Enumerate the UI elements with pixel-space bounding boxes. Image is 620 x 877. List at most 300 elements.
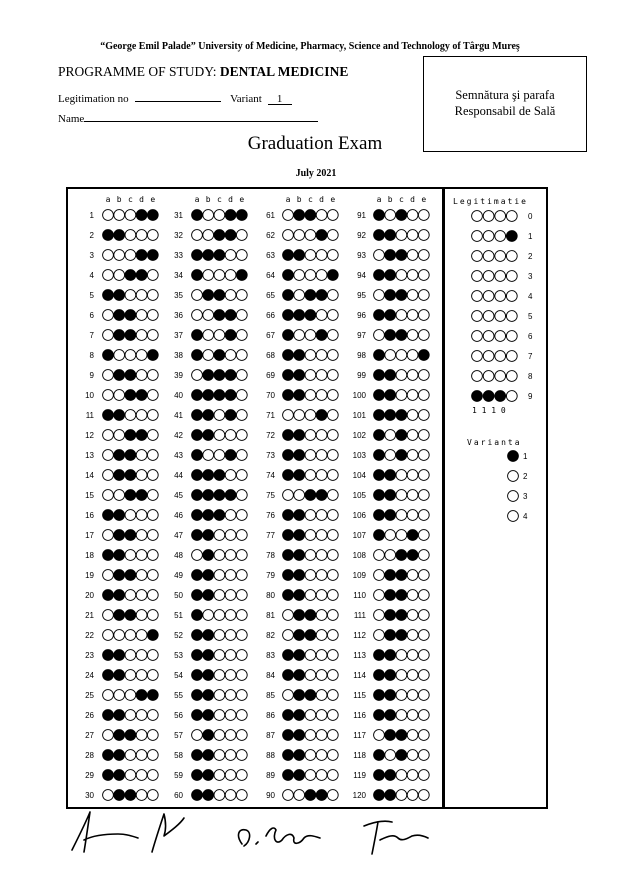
answer-bubble[interactable] [305, 590, 316, 601]
answer-bubble[interactable] [214, 430, 225, 441]
answer-bubble[interactable] [147, 670, 158, 681]
answer-bubble[interactable] [192, 370, 203, 381]
answer-bubble[interactable] [305, 230, 316, 241]
answer-bubble[interactable] [136, 330, 147, 341]
answer-bubble[interactable] [214, 650, 225, 661]
answer-bubble[interactable] [283, 610, 294, 621]
answer-bubble[interactable] [316, 470, 327, 481]
answer-bubble[interactable] [327, 650, 338, 661]
answer-bubble[interactable] [316, 670, 327, 681]
answer-bubble[interactable] [136, 710, 147, 721]
answer-bubble[interactable] [327, 710, 338, 721]
answer-bubble[interactable] [374, 590, 385, 601]
answer-bubble[interactable] [327, 670, 338, 681]
answer-bubble[interactable] [125, 590, 136, 601]
answer-bubble[interactable] [327, 450, 338, 461]
answer-bubble[interactable] [396, 390, 407, 401]
answer-bubble[interactable] [374, 270, 385, 281]
answer-bubble[interactable] [316, 430, 327, 441]
answer-bubble[interactable] [103, 710, 114, 721]
answer-bubble[interactable] [114, 310, 125, 321]
answer-bubble[interactable] [294, 310, 305, 321]
answer-bubble[interactable] [236, 570, 247, 581]
answer-bubble[interactable] [125, 670, 136, 681]
answer-bubble[interactable] [374, 770, 385, 781]
answer-bubble[interactable] [136, 690, 147, 701]
answer-bubble[interactable] [294, 270, 305, 281]
answer-bubble[interactable] [125, 270, 136, 281]
answer-bubble[interactable] [203, 390, 214, 401]
answer-bubble[interactable] [125, 690, 136, 701]
answer-bubble[interactable] [374, 370, 385, 381]
answer-bubble[interactable] [192, 450, 203, 461]
answer-bubble[interactable] [294, 730, 305, 741]
answer-bubble[interactable] [225, 710, 236, 721]
answer-bubble[interactable] [136, 630, 147, 641]
answer-bubble[interactable] [203, 310, 214, 321]
answer-bubble[interactable] [214, 670, 225, 681]
answer-bubble[interactable] [203, 670, 214, 681]
answer-bubble[interactable] [236, 750, 247, 761]
answer-bubble[interactable] [103, 770, 114, 781]
answer-bubble[interactable] [236, 590, 247, 601]
answer-bubble[interactable] [192, 390, 203, 401]
answer-bubble[interactable] [203, 370, 214, 381]
legitimatie-bubble[interactable] [472, 311, 483, 322]
answer-bubble[interactable] [125, 650, 136, 661]
answer-bubble[interactable] [114, 470, 125, 481]
answer-bubble[interactable] [407, 450, 418, 461]
answer-bubble[interactable] [385, 490, 396, 501]
answer-bubble[interactable] [136, 790, 147, 801]
answer-bubble[interactable] [327, 750, 338, 761]
answer-bubble[interactable] [396, 710, 407, 721]
legitimatie-bubble[interactable] [506, 271, 517, 282]
answer-bubble[interactable] [374, 470, 385, 481]
answer-bubble[interactable] [327, 470, 338, 481]
answer-bubble[interactable] [305, 350, 316, 361]
answer-bubble[interactable] [385, 470, 396, 481]
answer-bubble[interactable] [147, 230, 158, 241]
answer-bubble[interactable] [147, 270, 158, 281]
answer-bubble[interactable] [147, 490, 158, 501]
answer-bubble[interactable] [103, 330, 114, 341]
answer-bubble[interactable] [374, 630, 385, 641]
answer-bubble[interactable] [192, 610, 203, 621]
answer-bubble[interactable] [214, 730, 225, 741]
answer-bubble[interactable] [407, 710, 418, 721]
answer-bubble[interactable] [316, 450, 327, 461]
answer-bubble[interactable] [136, 550, 147, 561]
answer-bubble[interactable] [103, 670, 114, 681]
answer-bubble[interactable] [147, 710, 158, 721]
answer-bubble[interactable] [103, 610, 114, 621]
answer-bubble[interactable] [407, 430, 418, 441]
answer-bubble[interactable] [192, 310, 203, 321]
answer-bubble[interactable] [418, 230, 429, 241]
answer-bubble[interactable] [305, 210, 316, 221]
answer-bubble[interactable] [407, 290, 418, 301]
answer-bubble[interactable] [283, 570, 294, 581]
answer-bubble[interactable] [374, 430, 385, 441]
answer-bubble[interactable] [236, 310, 247, 321]
answer-bubble[interactable] [407, 250, 418, 261]
answer-bubble[interactable] [305, 730, 316, 741]
answer-bubble[interactable] [214, 510, 225, 521]
answer-bubble[interactable] [316, 310, 327, 321]
answer-bubble[interactable] [283, 670, 294, 681]
answer-bubble[interactable] [203, 530, 214, 541]
legitimatie-bubble[interactable] [472, 351, 483, 362]
answer-bubble[interactable] [103, 790, 114, 801]
answer-bubble[interactable] [374, 210, 385, 221]
answer-bubble[interactable] [114, 550, 125, 561]
answer-bubble[interactable] [396, 370, 407, 381]
answer-bubble[interactable] [114, 650, 125, 661]
answer-bubble[interactable] [374, 670, 385, 681]
answer-bubble[interactable] [225, 610, 236, 621]
answer-bubble[interactable] [125, 430, 136, 441]
answer-bubble[interactable] [147, 430, 158, 441]
answer-bubble[interactable] [305, 370, 316, 381]
legitimatie-bubble[interactable] [483, 251, 494, 262]
answer-bubble[interactable] [214, 410, 225, 421]
answer-bubble[interactable] [316, 510, 327, 521]
answer-bubble[interactable] [283, 490, 294, 501]
answer-bubble[interactable] [385, 550, 396, 561]
legitimatie-bubble[interactable] [506, 211, 517, 222]
answer-bubble[interactable] [136, 270, 147, 281]
answer-bubble[interactable] [103, 430, 114, 441]
answer-bubble[interactable] [418, 690, 429, 701]
legitimatie-bubble[interactable] [506, 251, 517, 262]
answer-bubble[interactable] [294, 550, 305, 561]
answer-bubble[interactable] [136, 650, 147, 661]
legitimatie-bubble[interactable] [472, 211, 483, 222]
answer-bubble[interactable] [316, 270, 327, 281]
answer-bubble[interactable] [316, 210, 327, 221]
answer-bubble[interactable] [136, 370, 147, 381]
answer-bubble[interactable] [114, 250, 125, 261]
answer-bubble[interactable] [305, 250, 316, 261]
answer-bubble[interactable] [214, 710, 225, 721]
answer-bubble[interactable] [203, 570, 214, 581]
answer-bubble[interactable] [114, 530, 125, 541]
answer-bubble[interactable] [294, 710, 305, 721]
answer-bubble[interactable] [305, 430, 316, 441]
answer-bubble[interactable] [294, 650, 305, 661]
answer-bubble[interactable] [385, 270, 396, 281]
answer-bubble[interactable] [125, 310, 136, 321]
answer-bubble[interactable] [203, 610, 214, 621]
answer-bubble[interactable] [407, 270, 418, 281]
answer-bubble[interactable] [385, 330, 396, 341]
answer-bubble[interactable] [225, 270, 236, 281]
answer-bubble[interactable] [203, 430, 214, 441]
legitimatie-bubble[interactable] [483, 351, 494, 362]
answer-bubble[interactable] [192, 690, 203, 701]
answer-bubble[interactable] [125, 450, 136, 461]
answer-bubble[interactable] [147, 650, 158, 661]
answer-bubble[interactable] [203, 250, 214, 261]
answer-bubble[interactable] [283, 730, 294, 741]
legitimatie-bubble[interactable] [483, 311, 494, 322]
answer-bubble[interactable] [236, 670, 247, 681]
answer-bubble[interactable] [214, 590, 225, 601]
answer-bubble[interactable] [374, 510, 385, 521]
answer-bubble[interactable] [225, 310, 236, 321]
answer-bubble[interactable] [294, 690, 305, 701]
answer-bubble[interactable] [125, 410, 136, 421]
answer-bubble[interactable] [396, 530, 407, 541]
answer-bubble[interactable] [396, 510, 407, 521]
answer-bubble[interactable] [316, 710, 327, 721]
answer-bubble[interactable] [316, 690, 327, 701]
answer-bubble[interactable] [327, 230, 338, 241]
legitimatie-bubble[interactable] [472, 291, 483, 302]
answer-bubble[interactable] [418, 530, 429, 541]
answer-bubble[interactable] [192, 410, 203, 421]
answer-bubble[interactable] [214, 210, 225, 221]
answer-bubble[interactable] [374, 350, 385, 361]
answer-bubble[interactable] [283, 550, 294, 561]
answer-bubble[interactable] [327, 690, 338, 701]
answer-bubble[interactable] [114, 430, 125, 441]
answer-bubble[interactable] [103, 310, 114, 321]
answer-bubble[interactable] [283, 430, 294, 441]
answer-bubble[interactable] [316, 750, 327, 761]
answer-bubble[interactable] [327, 790, 338, 801]
answer-bubble[interactable] [283, 510, 294, 521]
answer-bubble[interactable] [316, 390, 327, 401]
legitimatie-bubble[interactable] [495, 391, 506, 402]
answer-bubble[interactable] [327, 290, 338, 301]
answer-bubble[interactable] [305, 270, 316, 281]
answer-bubble[interactable] [225, 570, 236, 581]
answer-bubble[interactable] [136, 350, 147, 361]
answer-bubble[interactable] [407, 310, 418, 321]
answer-bubble[interactable] [327, 250, 338, 261]
answer-bubble[interactable] [418, 430, 429, 441]
answer-bubble[interactable] [136, 430, 147, 441]
answer-bubble[interactable] [192, 730, 203, 741]
answer-bubble[interactable] [125, 790, 136, 801]
answer-bubble[interactable] [374, 790, 385, 801]
answer-bubble[interactable] [396, 470, 407, 481]
answer-bubble[interactable] [385, 310, 396, 321]
legitimatie-bubble[interactable] [472, 371, 483, 382]
answer-bubble[interactable] [305, 410, 316, 421]
answer-bubble[interactable] [214, 610, 225, 621]
legitimatie-bubble[interactable] [506, 231, 517, 242]
answer-bubble[interactable] [283, 290, 294, 301]
answer-bubble[interactable] [305, 550, 316, 561]
answer-bubble[interactable] [203, 350, 214, 361]
answer-bubble[interactable] [236, 230, 247, 241]
answer-bubble[interactable] [396, 570, 407, 581]
answer-bubble[interactable] [305, 290, 316, 301]
answer-bubble[interactable] [203, 230, 214, 241]
answer-bubble[interactable] [294, 230, 305, 241]
legitimatie-bubble[interactable] [483, 291, 494, 302]
legitimatie-bubble[interactable] [495, 311, 506, 322]
answer-bubble[interactable] [316, 770, 327, 781]
answer-bubble[interactable] [294, 570, 305, 581]
answer-bubble[interactable] [125, 750, 136, 761]
answer-bubble[interactable] [385, 590, 396, 601]
answer-bubble[interactable] [407, 670, 418, 681]
answer-bubble[interactable] [385, 290, 396, 301]
answer-bubble[interactable] [396, 610, 407, 621]
answer-bubble[interactable] [225, 470, 236, 481]
varianta-bubble[interactable] [508, 451, 519, 462]
answer-bubble[interactable] [125, 530, 136, 541]
answer-bubble[interactable] [203, 450, 214, 461]
answer-bubble[interactable] [136, 670, 147, 681]
legitimatie-bubble[interactable] [495, 211, 506, 222]
legitimatie-bubble[interactable] [483, 211, 494, 222]
answer-bubble[interactable] [418, 350, 429, 361]
answer-bubble[interactable] [214, 250, 225, 261]
answer-bubble[interactable] [136, 410, 147, 421]
answer-bubble[interactable] [294, 250, 305, 261]
answer-bubble[interactable] [214, 370, 225, 381]
answer-bubble[interactable] [305, 490, 316, 501]
answer-bubble[interactable] [294, 350, 305, 361]
legitimatie-bubble[interactable] [495, 271, 506, 282]
answer-bubble[interactable] [316, 330, 327, 341]
answer-bubble[interactable] [305, 710, 316, 721]
answer-bubble[interactable] [305, 750, 316, 761]
answer-bubble[interactable] [236, 790, 247, 801]
answer-bubble[interactable] [385, 630, 396, 641]
answer-bubble[interactable] [125, 390, 136, 401]
answer-bubble[interactable] [147, 250, 158, 261]
answer-bubble[interactable] [125, 250, 136, 261]
answer-bubble[interactable] [125, 770, 136, 781]
legitimatie-bubble[interactable] [495, 351, 506, 362]
answer-bubble[interactable] [214, 750, 225, 761]
answer-bubble[interactable] [385, 750, 396, 761]
answer-bubble[interactable] [316, 350, 327, 361]
answer-bubble[interactable] [418, 590, 429, 601]
answer-bubble[interactable] [396, 690, 407, 701]
answer-bubble[interactable] [294, 630, 305, 641]
answer-bubble[interactable] [192, 330, 203, 341]
answer-bubble[interactable] [203, 690, 214, 701]
answer-bubble[interactable] [236, 530, 247, 541]
answer-bubble[interactable] [316, 410, 327, 421]
answer-bubble[interactable] [147, 570, 158, 581]
answer-bubble[interactable] [407, 330, 418, 341]
answer-bubble[interactable] [114, 690, 125, 701]
answer-bubble[interactable] [283, 310, 294, 321]
answer-bubble[interactable] [294, 390, 305, 401]
answer-bubble[interactable] [214, 570, 225, 581]
answer-bubble[interactable] [192, 650, 203, 661]
answer-bubble[interactable] [192, 670, 203, 681]
legitimatie-bubble[interactable] [506, 311, 517, 322]
answer-bubble[interactable] [418, 490, 429, 501]
answer-bubble[interactable] [203, 410, 214, 421]
answer-bubble[interactable] [236, 430, 247, 441]
answer-bubble[interactable] [283, 750, 294, 761]
legitimatie-bubble[interactable] [483, 391, 494, 402]
answer-bubble[interactable] [385, 350, 396, 361]
answer-bubble[interactable] [396, 410, 407, 421]
answer-bubble[interactable] [192, 550, 203, 561]
answer-bubble[interactable] [418, 450, 429, 461]
answer-bubble[interactable] [103, 390, 114, 401]
answer-bubble[interactable] [407, 650, 418, 661]
answer-bubble[interactable] [283, 630, 294, 641]
answer-bubble[interactable] [396, 630, 407, 641]
answer-bubble[interactable] [305, 330, 316, 341]
answer-bubble[interactable] [203, 770, 214, 781]
answer-bubble[interactable] [103, 510, 114, 521]
answer-bubble[interactable] [294, 370, 305, 381]
answer-bubble[interactable] [374, 250, 385, 261]
answer-bubble[interactable] [114, 230, 125, 241]
answer-bubble[interactable] [147, 370, 158, 381]
answer-bubble[interactable] [114, 590, 125, 601]
answer-bubble[interactable] [385, 430, 396, 441]
answer-bubble[interactable] [192, 590, 203, 601]
answer-bubble[interactable] [385, 450, 396, 461]
answer-bubble[interactable] [407, 790, 418, 801]
answer-bubble[interactable] [136, 510, 147, 521]
answer-bubble[interactable] [294, 530, 305, 541]
answer-bubble[interactable] [374, 730, 385, 741]
answer-bubble[interactable] [385, 710, 396, 721]
answer-bubble[interactable] [407, 410, 418, 421]
answer-bubble[interactable] [374, 450, 385, 461]
answer-bubble[interactable] [214, 490, 225, 501]
answer-bubble[interactable] [225, 630, 236, 641]
answer-bubble[interactable] [192, 430, 203, 441]
answer-bubble[interactable] [396, 770, 407, 781]
legitimatie-bubble[interactable] [506, 391, 517, 402]
answer-bubble[interactable] [103, 250, 114, 261]
answer-bubble[interactable] [236, 450, 247, 461]
answer-bubble[interactable] [396, 250, 407, 261]
answer-bubble[interactable] [225, 250, 236, 261]
answer-bubble[interactable] [203, 750, 214, 761]
answer-bubble[interactable] [283, 410, 294, 421]
answer-bubble[interactable] [192, 750, 203, 761]
answer-bubble[interactable] [283, 210, 294, 221]
answer-bubble[interactable] [294, 610, 305, 621]
answer-bubble[interactable] [147, 730, 158, 741]
answer-bubble[interactable] [316, 490, 327, 501]
answer-bubble[interactable] [305, 450, 316, 461]
answer-bubble[interactable] [418, 710, 429, 721]
answer-bubble[interactable] [294, 510, 305, 521]
answer-bubble[interactable] [327, 730, 338, 741]
answer-bubble[interactable] [236, 770, 247, 781]
answer-bubble[interactable] [136, 730, 147, 741]
answer-bubble[interactable] [407, 210, 418, 221]
answer-bubble[interactable] [103, 490, 114, 501]
answer-bubble[interactable] [418, 550, 429, 561]
answer-bubble[interactable] [103, 410, 114, 421]
answer-bubble[interactable] [385, 230, 396, 241]
answer-bubble[interactable] [327, 510, 338, 521]
answer-bubble[interactable] [147, 390, 158, 401]
answer-bubble[interactable] [103, 350, 114, 361]
answer-bubble[interactable] [192, 530, 203, 541]
answer-bubble[interactable] [407, 550, 418, 561]
